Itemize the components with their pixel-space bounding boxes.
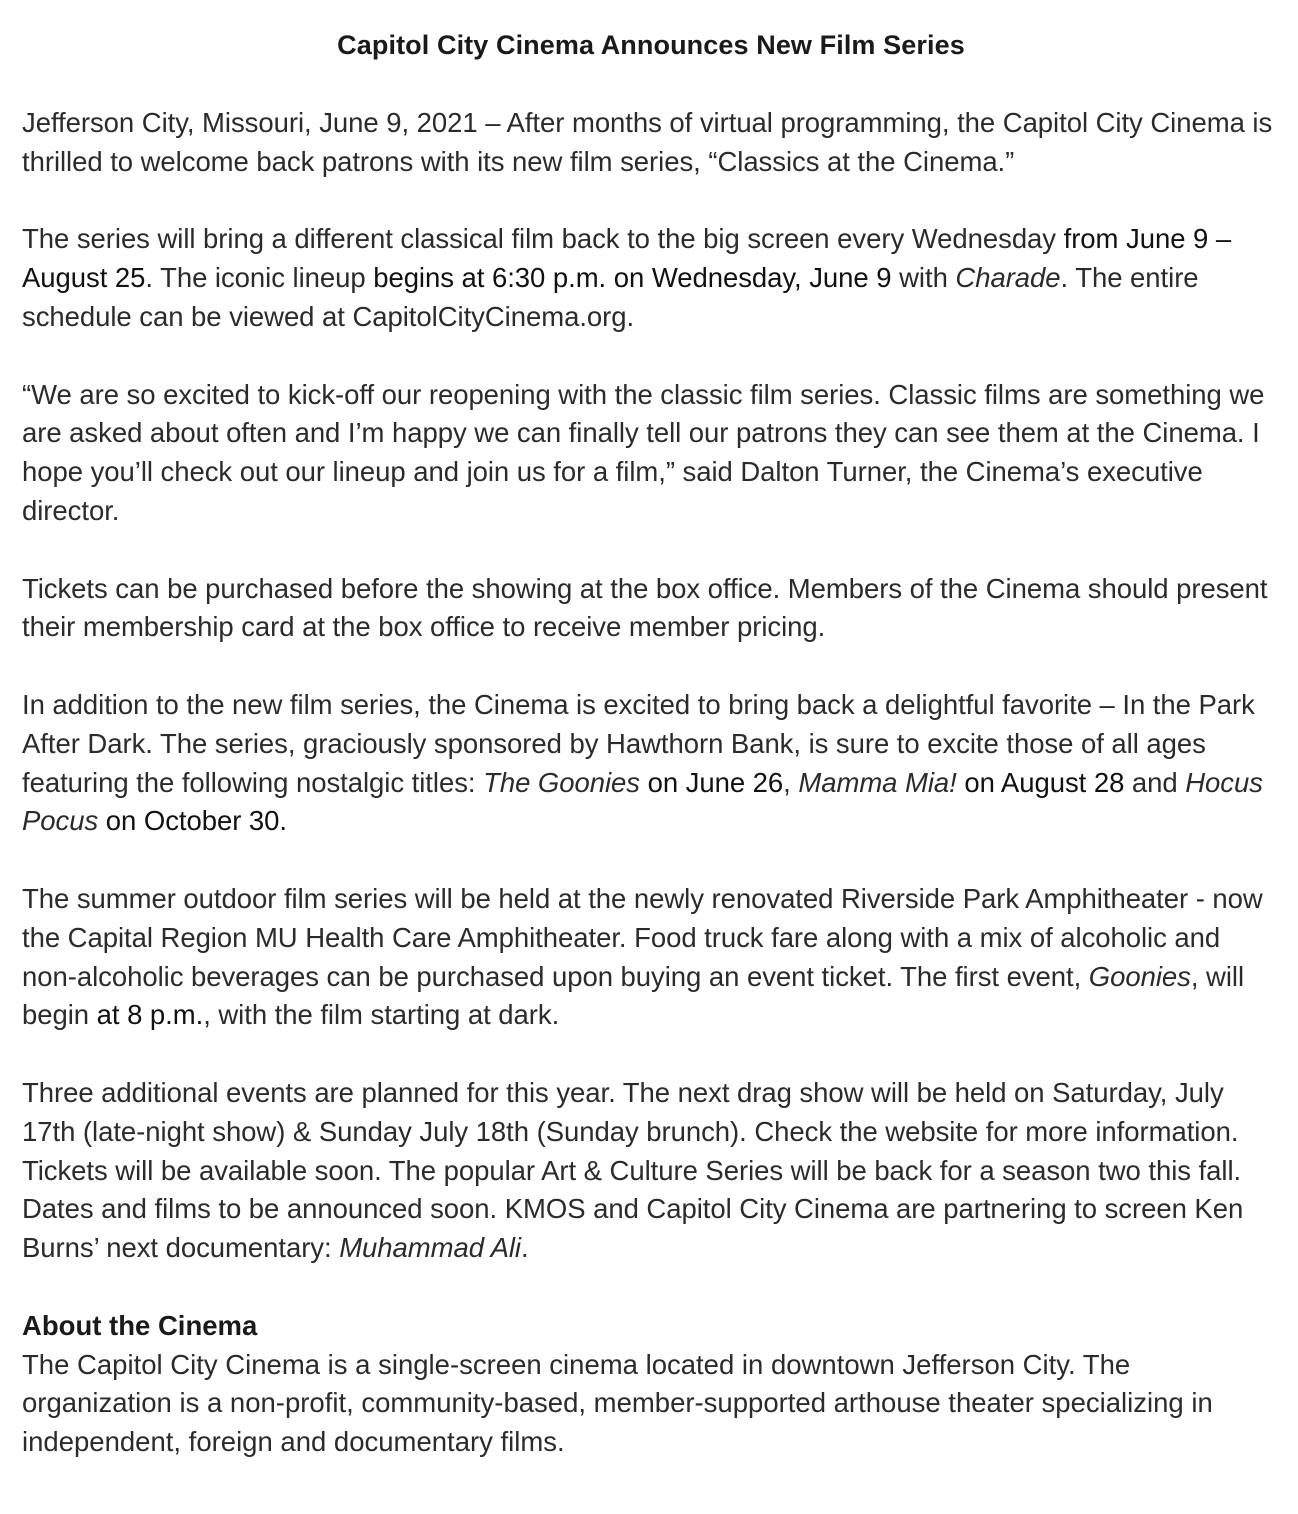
events-text-b: . — [520, 1232, 529, 1264]
film-title-goonies-short: Goonies — [1088, 960, 1191, 992]
events-text-a: Three additional events are planned for this year. The next drag show will be held on Saturday, July 17th (late-night show) & Sunday July 18th (Sunday brunch). Check the website for more information. Tickets will be available soon. The popular Art & Culture Series will be back for a season two this fall. Dates and films to be announced soon. KMOS and Capitol City Cinema are partnering to screen Ken Burns’ next documentary: — [22, 1076, 1244, 1264]
about-heading: About the Cinema — [22, 1309, 258, 1341]
film-title-mamma-mia: Mamma Mia! — [798, 766, 957, 798]
quote-text: “We are so excited to kick-off our reopening with the classic film series. Classic films are something we are asked about often and I’m happy we can finally tell our patrons they can see them at the Cinema. I hope you’ll check out our lineup and join us for a film,” said Dalton Turner, the Cinema’s executive director. — [22, 378, 1265, 526]
film-title-muhammad-ali: Muhammad Ali — [339, 1232, 521, 1264]
schedule-start: begins at 6:30 p.m. on Wednesday, June 9 — [373, 262, 892, 294]
outdoor-time: at 8 p.m. — [96, 999, 204, 1031]
park-text-e: and — [1124, 766, 1186, 798]
schedule-text-c: . The iconic lineup — [145, 262, 374, 294]
hocus-pocus-date: on October 30 — [98, 805, 280, 837]
schedule-text-e: with — [891, 262, 956, 294]
paragraph-schedule — [22, 220, 1280, 336]
film-title-hocus-pocus: Hocus Pocus — [22, 766, 1263, 837]
paragraph-park-after-dark — [22, 686, 1280, 841]
goonies-date: on June 26 — [639, 766, 784, 798]
outdoor-text-b: , will begin — [22, 960, 1245, 1031]
schedule-text-f: . The entire schedule can be viewed at CapitolCityCinema.org. — [22, 262, 1199, 332]
schedule-dates: from June 9 – August 25 — [22, 223, 1232, 294]
outdoor-text-a: The summer outdoor film series will be held at the newly renovated Riverside Park Amphitheater - now the Capital Region MU Health Care Amphitheater. Food truck fare along with a mix of alcoholic and non-alcoholic beverages can be purchased upon buying an event ticket. The first event, — [22, 882, 1263, 992]
park-text-a: In addition to the new film series, the Cinema is excited to bring back a delightful favorite – In the Park After Dark. The series, graciously sponsored by Hawthorn Bank, is sure to excite those of all ages featuring the following nostalgic titles: — [22, 688, 1255, 798]
paragraph-quote — [22, 376, 1280, 531]
paragraph-tickets — [22, 570, 1280, 648]
schedule-text-a: The series will bring a different classical film back to the big screen every Wednesday — [22, 223, 1064, 255]
about-body: The Capitol City Cinema is a single-screen cinema located in downtown Jefferson City. The organization is a non-profit, community-based, member-supported arthouse theater specializing in independent, foreign and documentary films. — [22, 1348, 1213, 1458]
tickets-text: Tickets can be purchased before the showing at the box office. Members of the Cinema should present their membership card at the box office to receive member pricing. — [22, 572, 1268, 643]
park-text-c: , — [783, 766, 799, 798]
press-release — [22, 26, 1280, 1462]
paragraph-outdoor-series — [22, 880, 1280, 1035]
paragraph-intro — [22, 104, 1280, 182]
outdoor-text-d: , with the film starting at dark. — [203, 999, 560, 1031]
page-title: Capitol City Cinema Announces New Film Series — [337, 30, 965, 60]
park-text-g: . — [279, 805, 288, 837]
film-title-charade: Charade — [955, 262, 1061, 294]
film-title-goonies: The Goonies — [483, 766, 640, 798]
mamma-mia-date: on August 28 — [956, 766, 1125, 798]
intro-text: Jefferson City, Missouri, June 9, 2021 – After months of virtual programming, the Capitol City Cinema is thrilled to welcome back patrons with its new film series, “Classics at the Cinema.” — [22, 107, 1273, 177]
paragraph-additional-events — [22, 1074, 1280, 1268]
about-section — [22, 1307, 1280, 1462]
